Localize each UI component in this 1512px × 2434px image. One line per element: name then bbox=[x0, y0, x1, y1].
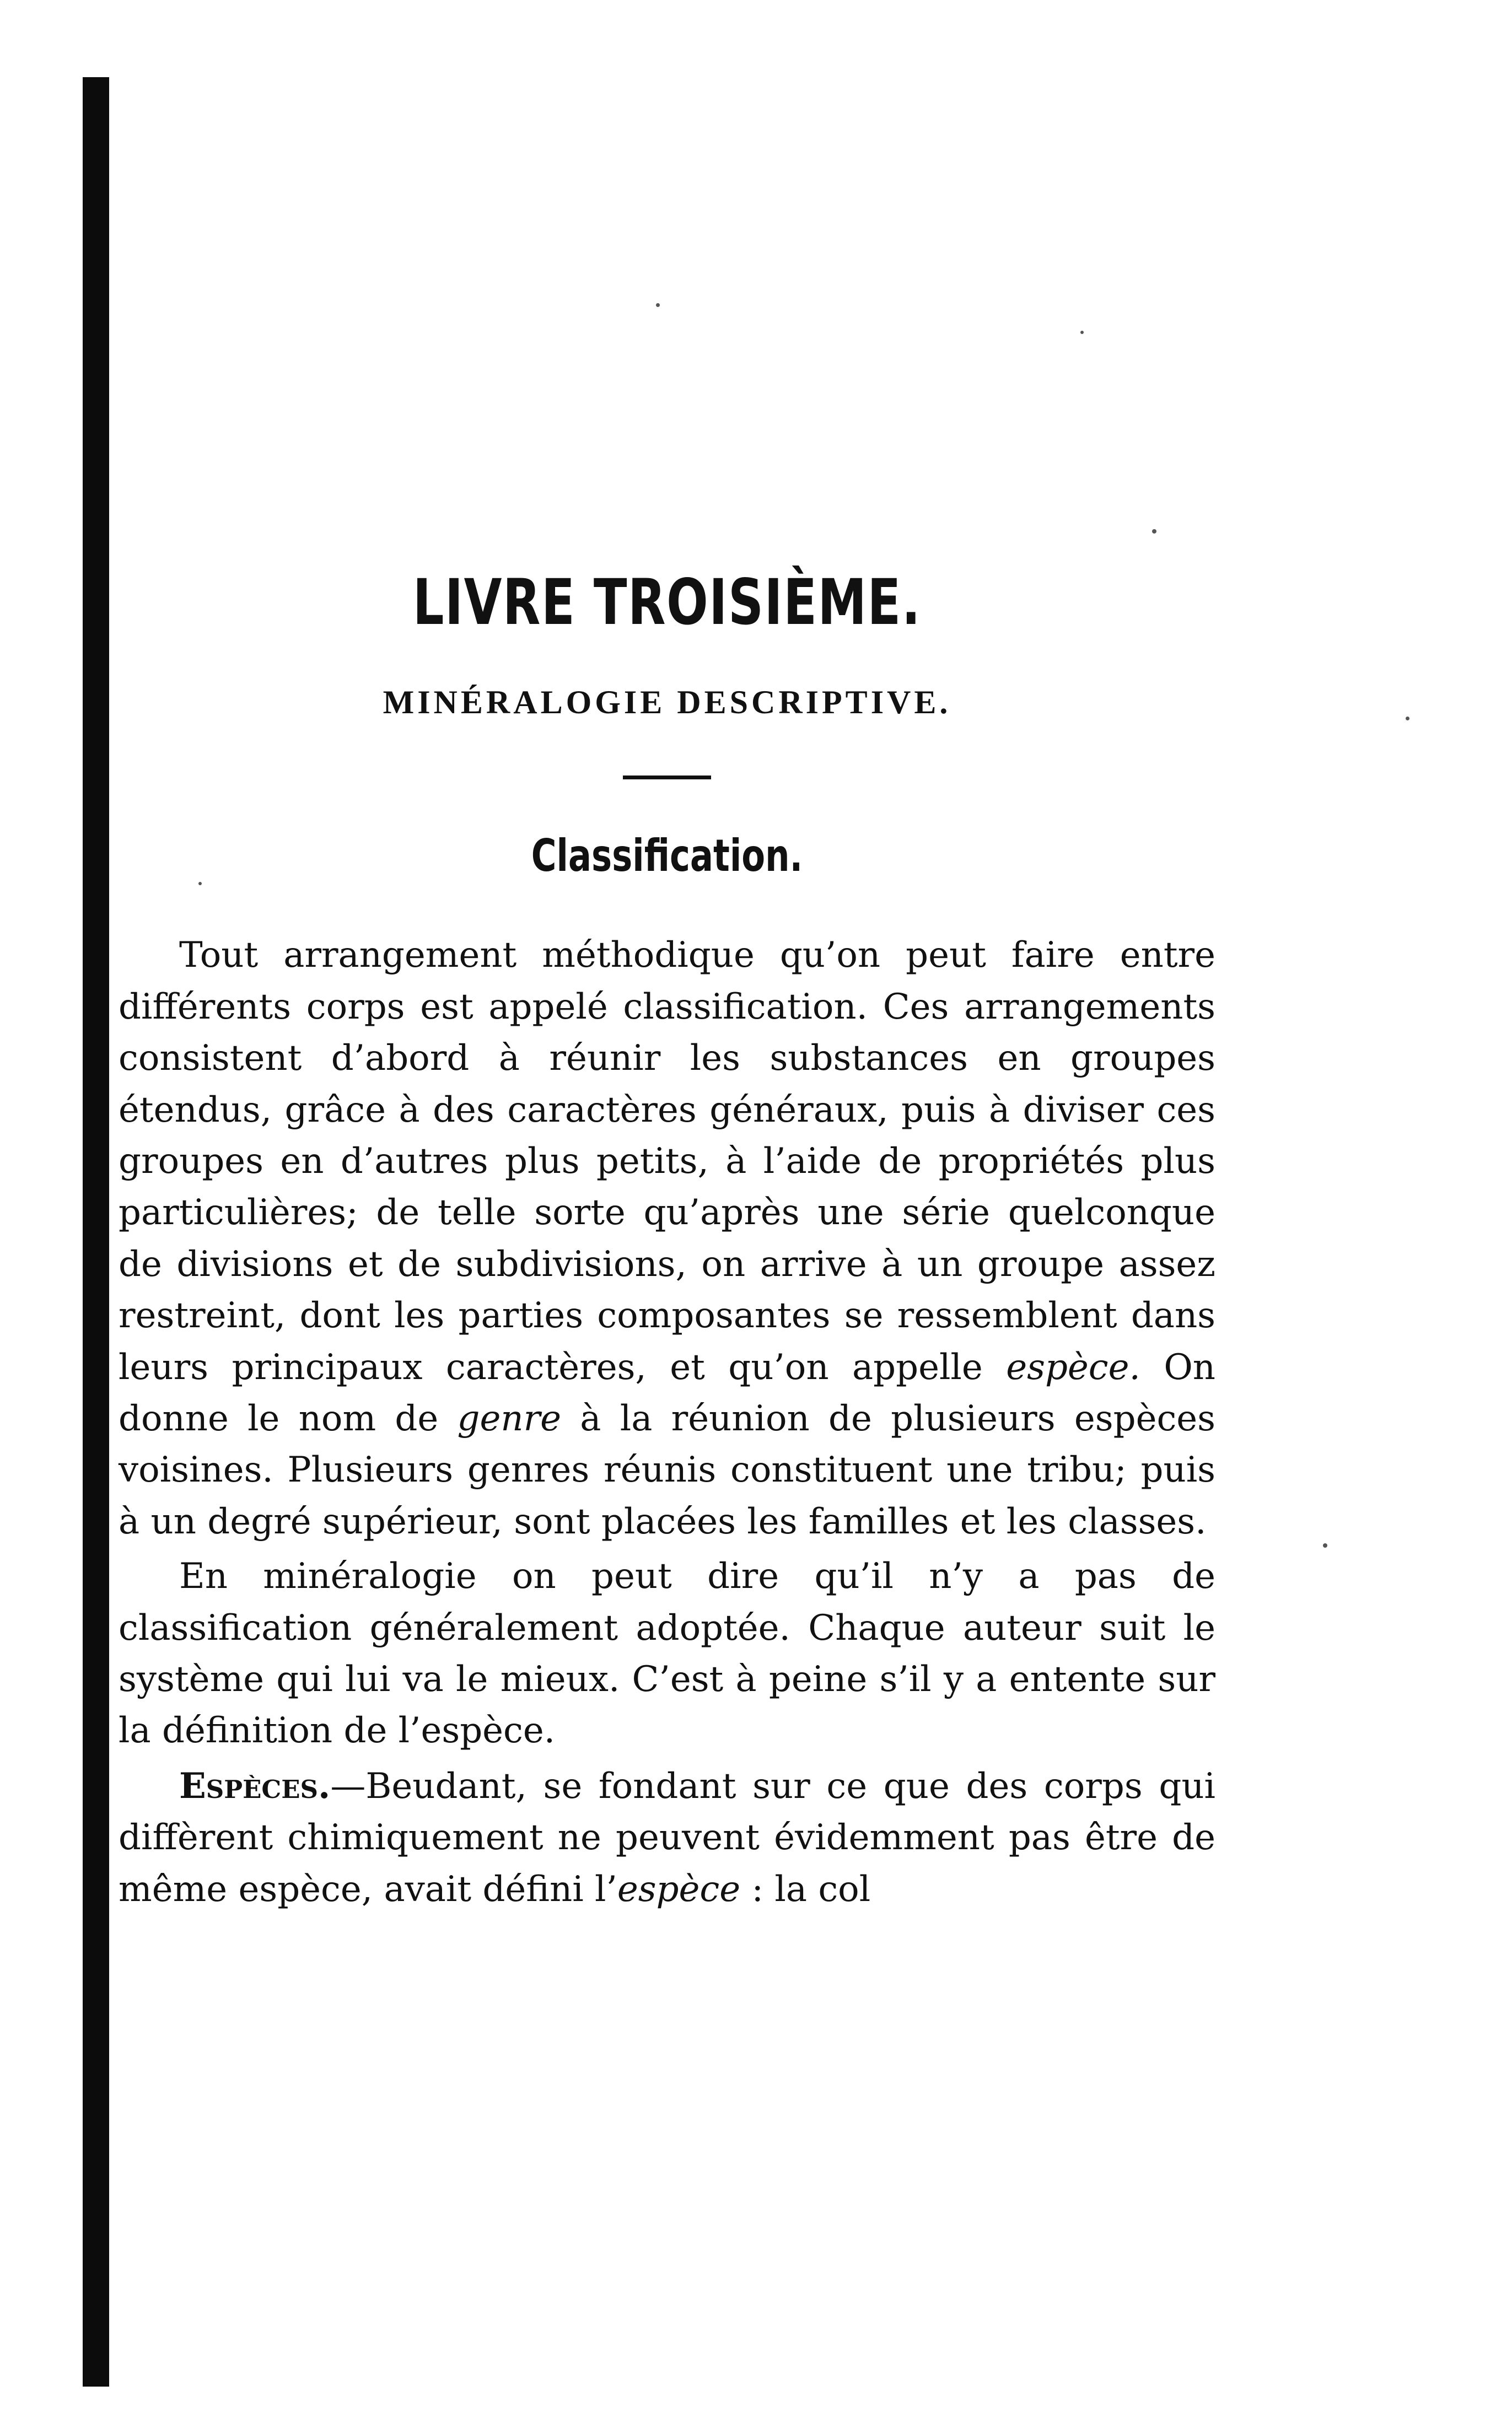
scan-speck bbox=[1406, 717, 1409, 720]
paragraph-text: Tout arrangement méthodique qu’on peut faire entre différents corps est appelé classification. Ces arrangements consistent d’abord à réunir les substances en groupes étendus, grâce à des caractères généraux, puis à diviser ces groupes en d’autres plus petits, à l’aide de propriétés plus particulières; de telle sorte qu’après une série quelconque de divisions et de subdivisions, on arrive à un groupe assez restreint, dont les parties composantes se ressemblent dans leurs principaux caractères, et qu’on appelle bbox=[119, 935, 1215, 1388]
section-subtitle: MINÉRALOGIE DESCRIPTIVE. bbox=[383, 684, 951, 721]
classification-heading: Classification. bbox=[531, 830, 803, 882]
scan-speck bbox=[1323, 1543, 1327, 1548]
paragraph-text: —Beudant, se fondant sur ce que des corps qui diffèrent chimiquement ne peuvent évidemment pas être de même espèce, avait défini l’ bbox=[119, 1765, 1215, 1910]
term-espece: espèce bbox=[617, 1868, 741, 1910]
page-content bbox=[119, 568, 1215, 1915]
book-title: LIVRE TROISIÈME. bbox=[412, 566, 922, 639]
scan-speck bbox=[1080, 331, 1084, 334]
scan-speck bbox=[656, 303, 660, 307]
paragraph-text: On donne le nom de bbox=[119, 1347, 1216, 1440]
scan-speck bbox=[198, 882, 202, 885]
binding-edge bbox=[83, 77, 109, 2387]
term-espece: espèce. bbox=[1006, 1347, 1140, 1388]
term-genre: genre bbox=[457, 1398, 562, 1440]
paragraph-text: En minéralogie on peut dire qu’il n’y a pas de classification généralement adoptée. Chaque auteur suit le système qui lui va le mieux. C’est à peine s’il y a entente sur la définition de l’espèce. bbox=[119, 1556, 1215, 1752]
paragraph-mineralogie bbox=[119, 1551, 1215, 1757]
divider-rule bbox=[623, 776, 711, 779]
paragraph-classification bbox=[119, 930, 1215, 1548]
paragraph-especes bbox=[119, 1760, 1215, 1915]
paragraph-text: à la réunion de plusieurs espèces voisines. Plusieurs genres réunis constituent une tribu; puis à un degré supérieur, sont placées les familles et les classes. bbox=[119, 1398, 1215, 1542]
scan-speck bbox=[1152, 529, 1156, 534]
paragraph-text: : la col bbox=[740, 1868, 871, 1910]
section-run-in-heading: Espèces. bbox=[179, 1765, 331, 1807]
